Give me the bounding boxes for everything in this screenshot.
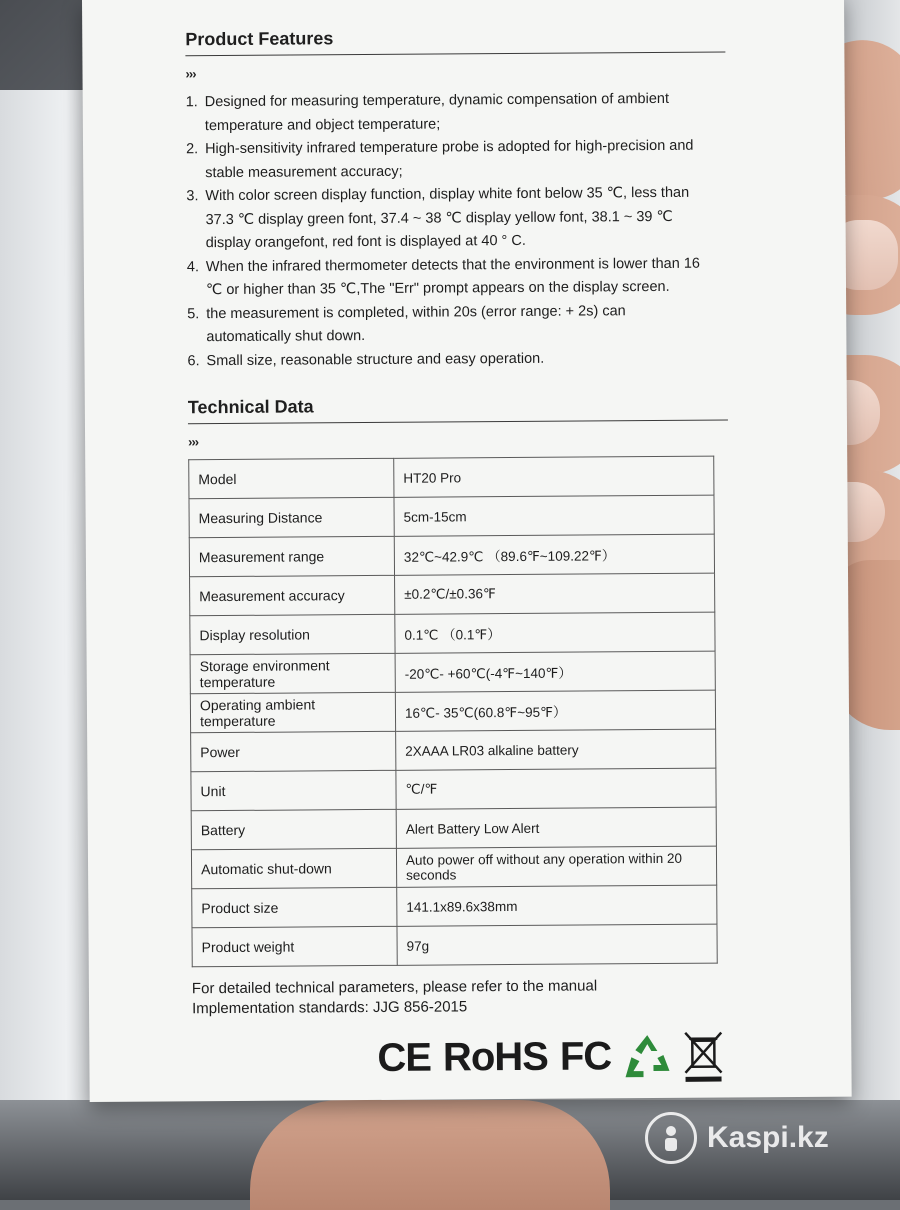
- feature-item: [186, 88, 726, 139]
- feature-number: 4.: [187, 256, 206, 303]
- feature-text: High-sensitivity infrared temperature probe is adopted for high-precision and stable measurement accuracy;: [205, 135, 710, 186]
- spec-row: [189, 534, 714, 577]
- spec-row: [192, 924, 717, 967]
- watermark: [645, 1112, 829, 1164]
- features-marker: ›››: [185, 63, 725, 82]
- spec-value: ℃/℉: [396, 768, 716, 809]
- spec-key: Measuring Distance: [189, 497, 394, 537]
- spec-key: Unit: [191, 770, 396, 810]
- recycle-icon: [623, 1033, 671, 1079]
- feature-number: 2.: [186, 138, 205, 185]
- ce-mark: CE: [377, 1035, 431, 1080]
- arm: [250, 1100, 610, 1210]
- spec-row: [191, 768, 716, 811]
- spec-value: HT20 Pro: [394, 456, 714, 497]
- feature-item: [187, 346, 727, 373]
- feature-number: 1.: [186, 91, 205, 138]
- spec-value: Alert Battery Low Alert: [396, 807, 716, 848]
- certification-marks: [377, 1031, 723, 1083]
- feature-text: Small size, reasonable structure and easy operation.: [206, 346, 711, 373]
- spec-value: Auto power off without any operation within 20 seconds: [396, 846, 716, 887]
- fc-mark: FC: [560, 1034, 612, 1079]
- feature-text: Designed for measuring temperature, dynamic compensation of ambient temperature and object temperature;: [205, 88, 710, 139]
- rohs-mark: RoHS: [443, 1034, 548, 1080]
- spec-row: [189, 495, 714, 538]
- spec-key: Model: [189, 458, 394, 498]
- spec-value: 141.1x89.6x38mm: [397, 885, 717, 926]
- spec-value: 16℃- 35℃(60.8℉~95℉）: [395, 690, 715, 731]
- product-box-back: [82, 0, 852, 1102]
- features-list: [186, 88, 728, 374]
- feature-text: With color screen display function, display white font below 35 ℃, less than 37.3 ℃ display green font, 37.4 ~ 38 ℃ display yellow font, 38.1 ~ 39 ℃ display orangefont, red font is displayed at 40 ° C.: [205, 182, 710, 256]
- feature-item: [187, 299, 727, 350]
- spec-key: Product weight: [192, 926, 397, 966]
- spec-row: [192, 885, 717, 928]
- spec-row: [190, 612, 715, 655]
- feature-item: [187, 252, 727, 303]
- spec-key: Battery: [191, 809, 396, 849]
- spec-row: [190, 651, 715, 694]
- technical-data-rule: [188, 420, 728, 425]
- technical-data-marker: ›››: [188, 431, 728, 450]
- spec-value: -20℃- +60℃(-4℉~140℉）: [395, 651, 715, 692]
- technical-data-title: Technical Data: [188, 394, 728, 419]
- spec-row: [190, 573, 715, 616]
- spec-key: Operating ambient temperature: [190, 692, 395, 732]
- feature-number: 6.: [187, 350, 206, 374]
- watermark-text: Kaspi.kz: [707, 1121, 829, 1155]
- spec-value: 32℃~42.9℃ （89.6℉~109.22℉）: [394, 534, 714, 575]
- spec-row: [191, 729, 716, 772]
- spec-row: [190, 690, 715, 733]
- spec-value: ±0.2℃/±0.36℉: [395, 573, 715, 614]
- watermark-logo-icon: [645, 1112, 697, 1164]
- standards-note: Implementation standards: JJG 856-2015: [192, 995, 732, 1019]
- spec-row: [189, 456, 714, 499]
- spec-value: 5cm-15cm: [394, 495, 714, 536]
- notes: [192, 975, 732, 1019]
- specs-table: [188, 456, 718, 968]
- feature-item: [186, 182, 726, 256]
- spec-key: Display resolution: [190, 614, 395, 654]
- spec-value: 0.1℃ （0.1℉）: [395, 612, 715, 653]
- features-rule: [185, 52, 725, 57]
- spec-key: Power: [191, 731, 396, 771]
- spec-key: Measurement range: [189, 536, 394, 576]
- feature-text: the measurement is completed, within 20s (error range: + 2s) can automatically shut down.: [206, 299, 711, 350]
- feature-number: 3.: [186, 185, 205, 256]
- box-content: [185, 26, 732, 1020]
- spec-value: 97g: [397, 924, 717, 965]
- person-icon: [656, 1123, 686, 1153]
- feature-text: When the infrared thermometer detects that the environment is lower than 16 ℃ or higher than 35 ℃,The "Err" prompt appears on the display screen.: [206, 252, 711, 303]
- background-surface-left: [0, 90, 95, 1200]
- spec-value: 2XAAA LR03 alkaline battery: [396, 729, 716, 770]
- spec-key: Automatic shut-down: [191, 848, 396, 888]
- spec-key: Storage environment temperature: [190, 653, 395, 693]
- feature-item: [186, 135, 726, 186]
- spec-row: [191, 807, 716, 850]
- weee-bin-icon: [683, 1029, 723, 1083]
- spec-key: Product size: [192, 887, 397, 927]
- spec-key: Measurement accuracy: [190, 575, 395, 615]
- manual-note: For detailed technical parameters, please refer to the manual: [192, 975, 732, 999]
- spec-row: [191, 846, 716, 889]
- feature-number: 5.: [187, 303, 206, 350]
- features-title: Product Features: [185, 26, 725, 51]
